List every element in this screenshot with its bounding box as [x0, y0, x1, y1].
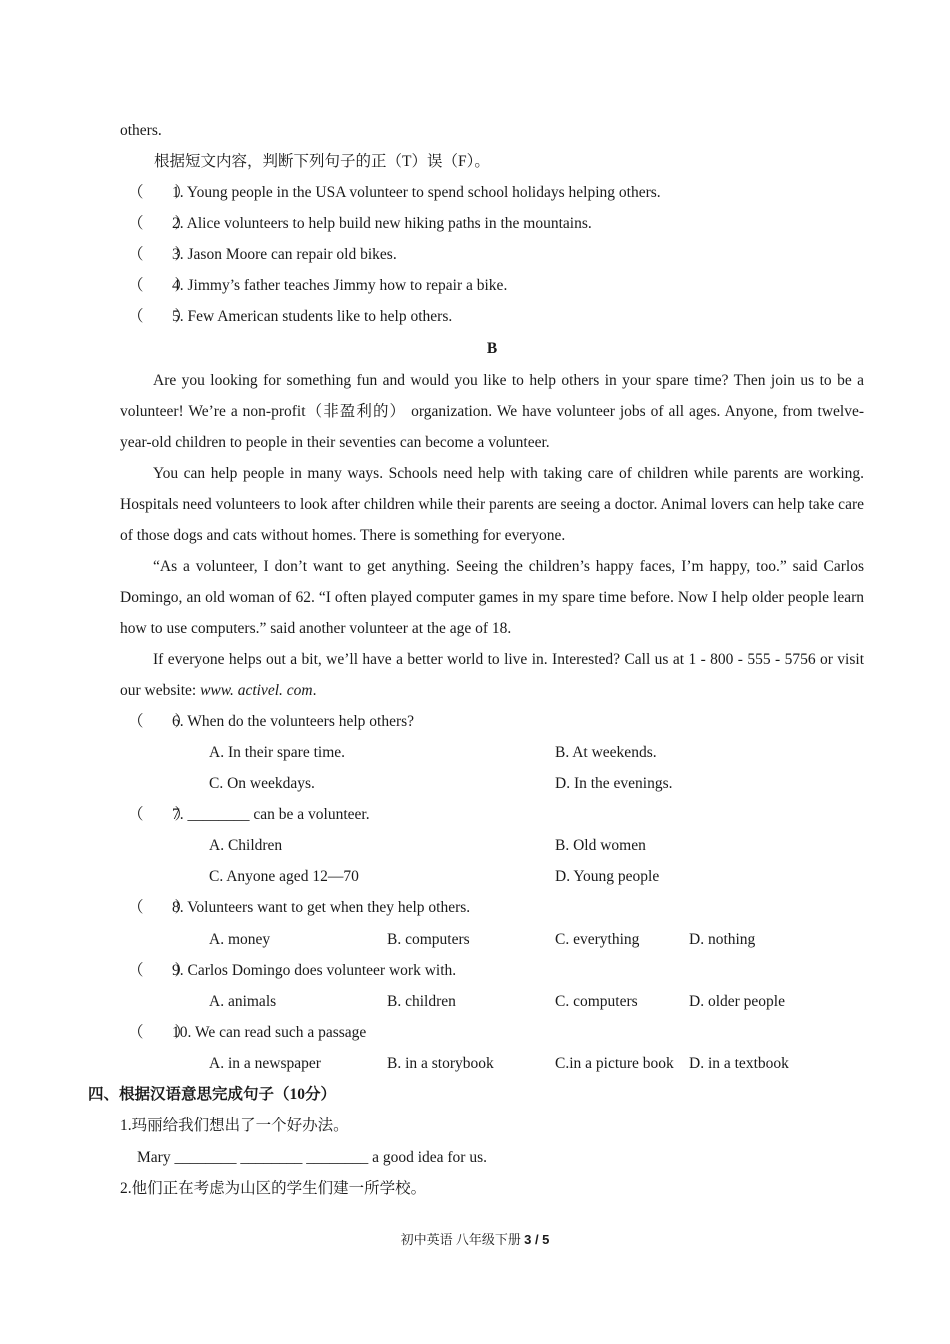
- option-d[interactable]: D. In the evenings.: [555, 775, 673, 792]
- option-a[interactable]: A. animals: [209, 993, 277, 1010]
- question-text: 5. Few American students like to help others.: [172, 308, 453, 325]
- option-c[interactable]: C. computers: [555, 993, 638, 1010]
- question-text: 6. When do the volunteers help others?: [172, 713, 415, 730]
- question-text: 7. ________ can be a volunteer.: [172, 806, 370, 823]
- answer-blank[interactable]: （ ）: [128, 277, 191, 294]
- option-a[interactable]: A. money: [209, 931, 271, 948]
- paragraph-text: “As a volunteer, I don’t want to get anything. Seeing the children’s happy faces, I’m happy, too.” said Carlos Domingo, an old woman of 62. “I often played computer games in my spare time before. Now I help older people learn how to use computers.” said another volunteer at the age of 18.: [120, 558, 864, 637]
- answer-blank[interactable]: （ ）: [128, 246, 191, 263]
- website-link[interactable]: www. activel. com: [200, 682, 313, 699]
- passage-paragraph-2: [120, 458, 864, 551]
- option-b[interactable]: B. children: [387, 993, 456, 1010]
- translation-prompt-2: 2.他们正在考虑为山区的学生们建一所学校。: [120, 1180, 427, 1197]
- answer-blank[interactable]: （ ）: [128, 806, 191, 823]
- answer-blank[interactable]: （ ）: [128, 713, 191, 730]
- option-a[interactable]: A. in a newspaper: [209, 1055, 321, 1072]
- option-d[interactable]: D. in a textbook: [689, 1055, 789, 1072]
- option-b[interactable]: B. At weekends.: [555, 744, 657, 761]
- translation-answer-1[interactable]: Mary ________ ________ ________ a good idea for us.: [137, 1149, 487, 1166]
- answer-blank[interactable]: （ ）: [128, 1024, 191, 1041]
- passage-title: B: [486, 340, 498, 357]
- tf-instruction: 根据短文内容，判断下列句子的正（T）误（F）。: [154, 153, 490, 170]
- question-text: 2. Alice volunteers to help build new hiking paths in the mountains.: [172, 215, 592, 232]
- section-heading: 四、根据汉语意思完成句子（10分）: [88, 1086, 337, 1103]
- page-number: 3 / 5: [524, 1232, 550, 1247]
- page-footer: [0, 1229, 950, 1248]
- option-b[interactable]: B. computers: [387, 931, 470, 948]
- paragraph-text: If everyone helps out a bit, we’ll have a better world to live in. Interested? Call us at 1 - 800 - 555 - 5756 or visit our website:: [120, 651, 864, 699]
- option-b[interactable]: B. in a storybook: [387, 1055, 494, 1072]
- answer-blank[interactable]: （ ）: [128, 184, 191, 201]
- question-text: 8. Volunteers want to get when they help others.: [172, 899, 471, 916]
- answer-blank[interactable]: （ ）: [128, 308, 191, 325]
- passage-paragraph-3: [120, 551, 864, 644]
- answer-blank[interactable]: （ ）: [128, 962, 191, 979]
- question-text: 1. Young people in the USA volunteer to spend school holidays helping others.: [172, 184, 661, 201]
- passage-paragraph-4: If everyone helps out a bit, we’ll have a better world to live in. Interested? Call us at 1 - 800 - 555 - 5756 or visit our website: www. activel. com.: [120, 651, 864, 699]
- paragraph-text: You can help people in many ways. Schools need help with taking care of children while parents are working. Hospitals need volunteers to look after children while their parents are seeing a doctor. Animal lovers can help take care of those dogs and cats without homes. There is something for everyone.: [120, 465, 864, 544]
- option-a[interactable]: A. In their spare time.: [209, 744, 346, 761]
- option-c[interactable]: C. Anyone aged 12—70: [209, 868, 359, 885]
- question-text: 9. Carlos Domingo does volunteer work with.: [172, 962, 457, 979]
- option-d[interactable]: D. Young people: [555, 868, 660, 885]
- answer-blank[interactable]: （ ）: [128, 899, 191, 916]
- question-text: 10. We can read such a passage: [172, 1024, 367, 1041]
- translation-prompt-1: 1.玛丽给我们想出了一个好办法。: [120, 1117, 349, 1134]
- passage-paragraph-1: [120, 365, 864, 458]
- option-b[interactable]: B. Old women: [555, 837, 646, 854]
- footer-label: 初中英语 八年级下册: [400, 1232, 521, 1247]
- option-d[interactable]: D. older people: [689, 993, 785, 1010]
- question-text: 3. Jason Moore can repair old bikes.: [172, 246, 397, 263]
- answer-blank[interactable]: （ ）: [128, 215, 191, 232]
- paragraph-text: Are you looking for something fun and would you like to help others in your spare time? Then join us to be a volunteer! We’re a non-profit（非盈利的） organization. We have volunteer jobs of all ages. Anyone, from twelve-year-old children to people in their seventies can become a volunteer.: [120, 372, 864, 451]
- carry-over-text: others.: [120, 122, 162, 139]
- option-c[interactable]: C. everything: [555, 931, 640, 948]
- option-c[interactable]: C.in a picture book: [555, 1055, 674, 1072]
- option-c[interactable]: C. On weekdays.: [209, 775, 315, 792]
- question-text: 4. Jimmy’s father teaches Jimmy how to repair a bike.: [172, 277, 508, 294]
- option-d[interactable]: D. nothing: [689, 931, 756, 948]
- option-a[interactable]: A. Children: [209, 837, 283, 854]
